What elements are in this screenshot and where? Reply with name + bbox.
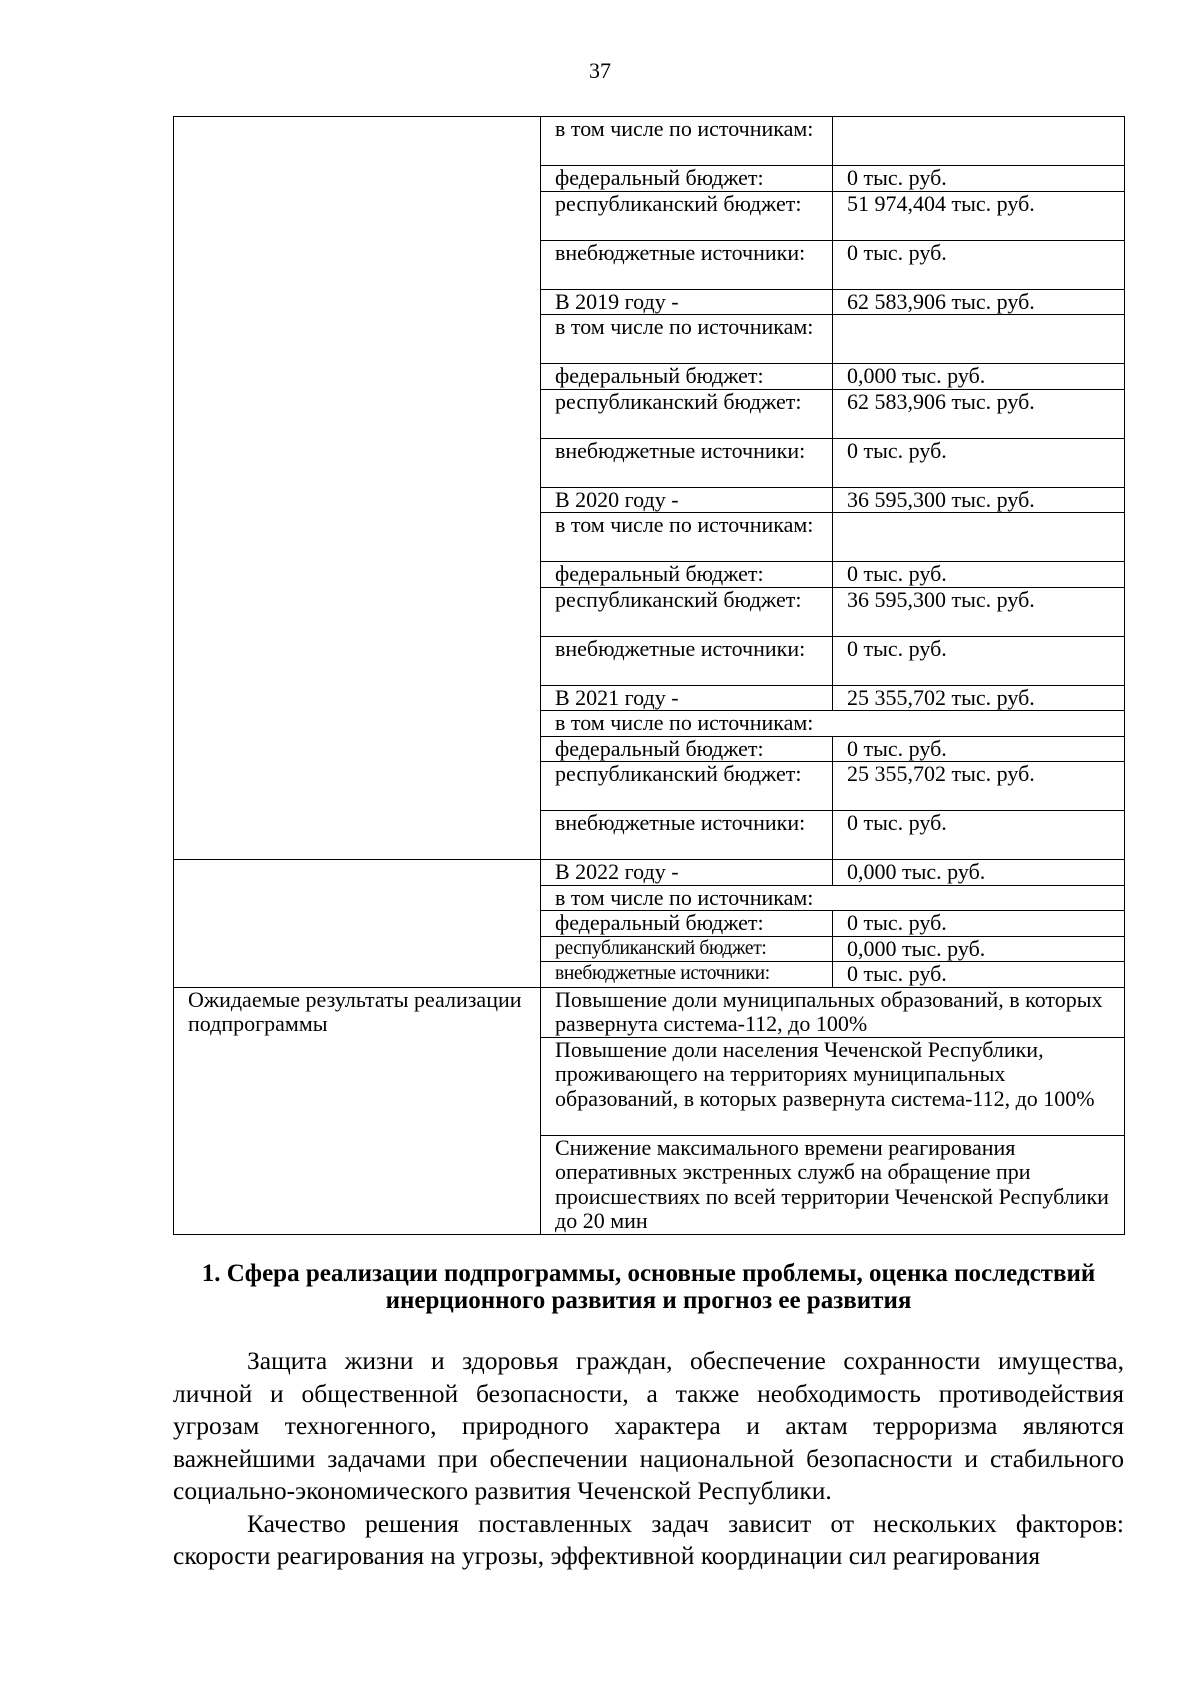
result-item: Повышение доли муниципальных образований, в которых развернута система-112, до 100%	[541, 987, 1125, 1037]
row-value: 0 тыс. руб.	[833, 811, 1125, 860]
row-label: федеральный бюджет:	[541, 166, 833, 192]
result-item: Повышение доли населения Чеченской Республики, проживающего на территориях муниципальных образований, в которых развернута система-112, до 100%	[541, 1037, 1125, 1135]
row-label: В 2022 году -	[541, 860, 833, 886]
row-value: 36 595,300 тыс. руб.	[833, 487, 1125, 513]
section-body	[173, 1345, 1124, 1573]
row-label: республиканский бюджет:	[541, 936, 833, 962]
row-label: В 2021 году -	[541, 685, 833, 711]
row-label: в том числе по источникам:	[541, 315, 833, 364]
row-value: 0 тыс. руб.	[833, 166, 1125, 192]
row-value: 25 355,702 тыс. руб.	[833, 685, 1125, 711]
row-label-wide: в том числе по источникам:	[541, 711, 1125, 737]
row-label: внебюджетные источники:	[541, 240, 833, 289]
row-label: внебюджетные источники:	[541, 811, 833, 860]
row-label: федеральный бюджет:	[541, 364, 833, 390]
paragraph: Защита жизни и здоровья граждан, обеспечение сохранности имущества, личной и общественной безопасности, а также необходимость противодействия угрозам техногенного, природного характера и актам терроризма являются важнейшими задачами при обеспечении национальной безопасности и стабильного социально-экономического развития Чеченской Республики.	[173, 1346, 1124, 1505]
row-value: 0 тыс. руб.	[833, 962, 1125, 988]
row-value	[833, 513, 1125, 562]
row-value: 0 тыс. руб.	[833, 736, 1125, 762]
row-value: 25 355,702 тыс. руб.	[833, 762, 1125, 811]
subprogram-passport-table	[173, 116, 1125, 1235]
paragraph: Качество решения поставленных задач зависит от нескольких факторов: скорости реагирования на угрозы, эффективной координации сил реагирования	[173, 1508, 1124, 1570]
empty-cell	[174, 860, 541, 988]
row-label: федеральный бюджет:	[541, 911, 833, 937]
row-label: В 2019 году -	[541, 289, 833, 315]
empty-cell	[174, 117, 541, 860]
row-value: 62 583,906 тыс. руб.	[833, 389, 1125, 438]
row-label: внебюджетные источники:	[541, 962, 833, 988]
row-label: внебюджетные источники:	[541, 636, 833, 685]
row-value: 36 595,300 тыс. руб.	[833, 587, 1125, 636]
row-value: 62 583,906 тыс. руб.	[833, 289, 1125, 315]
row-value	[833, 315, 1125, 364]
row-value: 0,000 тыс. руб.	[833, 860, 1125, 886]
row-label: федеральный бюджет:	[541, 562, 833, 588]
row-value: 0,000 тыс. руб.	[833, 936, 1125, 962]
row-value: 0 тыс. руб.	[833, 911, 1125, 937]
table-row	[174, 987, 1125, 1037]
row-label: в том числе по источникам:	[541, 117, 833, 166]
row-label: республиканский бюджет:	[541, 587, 833, 636]
row-label: республиканский бюджет:	[541, 762, 833, 811]
row-value: 51 974,404 тыс. руб.	[833, 191, 1125, 240]
row-label: федеральный бюджет:	[541, 736, 833, 762]
page-number: 37	[589, 58, 611, 83]
row-value: 0 тыс. руб.	[833, 240, 1125, 289]
result-item: Снижение максимального времени реагирования оперативных экстренных служб на обращение при происшествиях по всей территории Чеченской Республики до 20 мин	[541, 1135, 1125, 1234]
row-label: республиканский бюджет:	[541, 389, 833, 438]
row-label-wide: в том числе по источникам:	[541, 885, 1125, 911]
row-label: в том числе по источникам:	[541, 513, 833, 562]
row-value: 0 тыс. руб.	[833, 562, 1125, 588]
row-label: внебюджетные источники:	[541, 438, 833, 487]
section-heading: 1. Сфера реализации подпрограммы, основные проблемы, оценка последствий инерционного развития и прогноз ее развития	[201, 1260, 1096, 1314]
row-label: республиканский бюджет:	[541, 191, 833, 240]
row-value: 0 тыс. руб.	[833, 438, 1125, 487]
row-value: 0,000 тыс. руб.	[833, 364, 1125, 390]
table-row	[174, 117, 1125, 166]
row-label: В 2020 году -	[541, 487, 833, 513]
table-row	[174, 860, 1125, 886]
row-value: 0 тыс. руб.	[833, 636, 1125, 685]
row-value	[833, 117, 1125, 166]
results-label: Ожидаемые результаты реализации подпрограммы	[174, 987, 541, 1234]
